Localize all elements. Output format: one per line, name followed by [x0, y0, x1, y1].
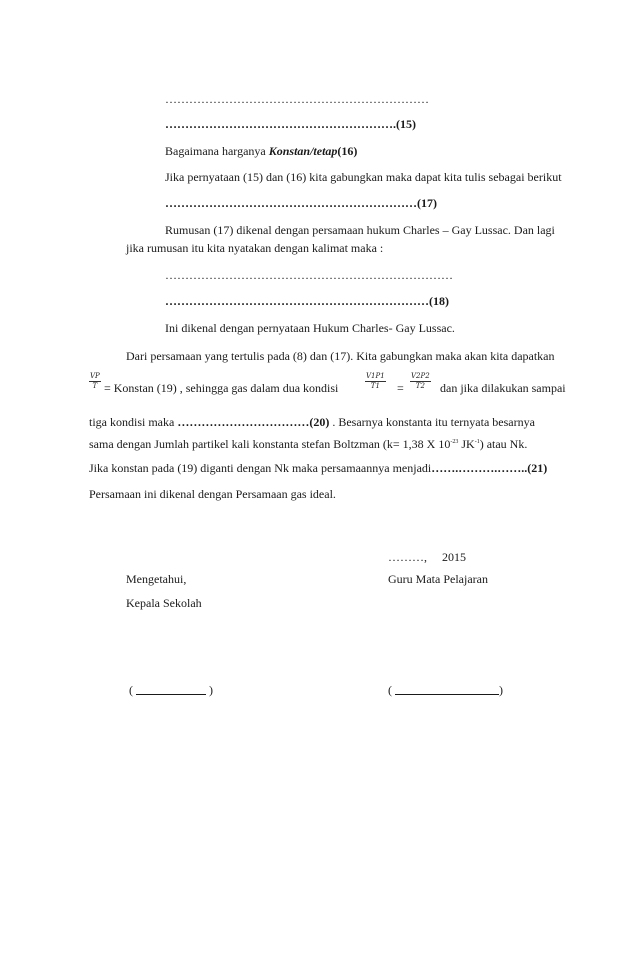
charles-gay-lussac-text: Ini dikenal dengan pernyataan Hukum Charles- Gay Lussac.: [165, 321, 455, 335]
konstan-text: = Konstan (19) , sehingga gas dalam dua kondisi: [104, 381, 339, 395]
fraction-v1p1-t1: [365, 372, 386, 391]
equation-17: ………………………………………………………(17): [165, 196, 437, 210]
dotted-line: ………………………………………………………………: [165, 268, 453, 282]
paren-close: ): [499, 683, 503, 697]
unit-text: JK: [458, 437, 475, 451]
boltzmann-text: sama dengan Jumlah partikel kali konstanta stefan Boltzman (k= 1,38 X 10: [89, 437, 451, 451]
paren-open: (: [388, 683, 395, 697]
year: 2015: [442, 550, 466, 564]
equation-15: ………………………………………………….(15): [165, 117, 416, 131]
fraction-vp-t: [89, 372, 101, 391]
equation-20: ……………………………(20): [177, 415, 330, 429]
jika-konstan-text: Jika konstan pada (19) diganti dengan Nk maka persamaannya menjadi: [89, 461, 432, 475]
paren-open: (: [129, 683, 136, 697]
equals-sign: =: [397, 381, 404, 395]
question-16-number: (16): [337, 144, 358, 158]
dotted-line: …………………………………………………………: [165, 92, 429, 106]
question-16: [165, 144, 357, 158]
tiga-kondisi-text: tiga kondisi maka: [89, 415, 178, 429]
kepala-sekolah-label: Kepala Sekolah: [126, 596, 202, 610]
question-16-text: Bagaimana harganya: [165, 144, 269, 158]
fraction-denominator: T2: [415, 382, 425, 390]
dan-jika-text: dan jika dilakukan sampai: [440, 381, 566, 395]
dari-persamaan-text: Dari persamaan yang tertulis pada (8) dan (17). Kita gabungkan maka akan kita dapatkan: [126, 349, 555, 363]
guru-label: Guru Mata Pelajaran: [388, 572, 488, 586]
rumusan-line-2: jika rumusan itu kita nyatakan dengan kalimat maka :: [126, 241, 384, 255]
fraction-denominator: T1: [370, 382, 380, 390]
fraction-v2p2-t2: [410, 372, 431, 391]
fraction-numerator: V2P2: [411, 372, 430, 380]
fraction-numerator: VP: [90, 372, 100, 380]
fraction-numerator: V1P1: [366, 372, 385, 380]
boltzmann-line: [89, 435, 527, 451]
combine-text: Jika pernyataan (15) dan (16) kita gabungkan maka dapat kita tulis sebagai berikut: [165, 170, 562, 184]
nk-text: ) atau Nk.: [479, 437, 528, 451]
signature-blank: [136, 685, 206, 695]
equation-18: …………………………………………………………(18): [165, 294, 449, 308]
date-placeholder: ………,: [388, 550, 427, 564]
besarnya-text: . Besarnya konstanta itu ternyata besarnya: [329, 415, 535, 429]
right-signature-line: [388, 683, 503, 697]
paren-close: ): [206, 683, 213, 697]
gas-ideal-text: Persamaan ini dikenal dengan Persamaan gas ideal.: [89, 487, 336, 501]
tiga-kondisi-line: [89, 415, 535, 429]
question-16-italic: Konstan/tetap: [268, 144, 338, 158]
exponent: -1: [474, 439, 480, 445]
left-signature-line: [129, 683, 213, 697]
mengetahui-label: Mengetahui,: [126, 572, 187, 586]
exponent: -23: [450, 439, 459, 445]
fraction-denominator: T: [92, 382, 98, 390]
jika-konstan-line: [89, 461, 547, 475]
signature-blank: [395, 685, 499, 695]
rumusan-line-1: Rumusan (17) dikenal dengan persamaan hukum Charles – Gay Lussac. Dan lagi: [165, 223, 555, 237]
equation-21: …….……….……..(21): [431, 461, 548, 475]
